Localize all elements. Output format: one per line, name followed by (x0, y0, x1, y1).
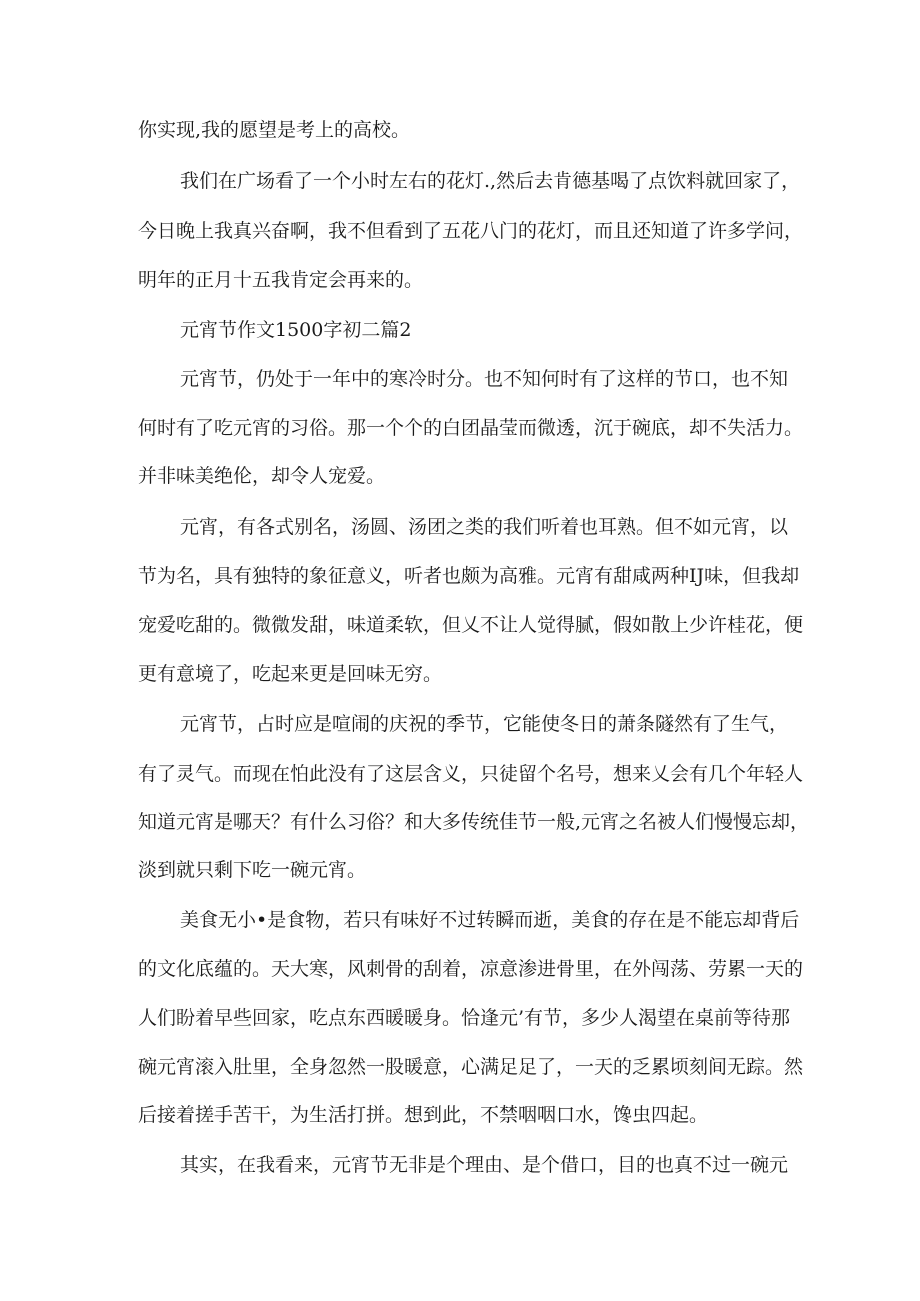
text-line: 元宵，有各式别名，汤圆、汤团之类的我们听着也耳熟。但不如元宵，以 (180, 516, 789, 538)
section-heading: 元宵节作文1500字初二篇2 (180, 319, 412, 341)
text-line: 的文化底蕴的。天大寒，风刺骨的刮着，凉意渗进骨里，在外闯荡、劳累一天的 (138, 958, 804, 980)
text-line: 何时有了吃元宵的习俗。那一个个的白团晶莹而微透，沉于碗底，却不失活力。 (138, 417, 804, 439)
text-line: 淡到就只剩下吃一碗元宵。 (138, 859, 367, 881)
text-line: 其实，在我看来，元宵节无非是个理由、是个借口，目的也真不过一碗元 (180, 1154, 789, 1176)
text-line: 知道元宵是哪天？有什么习俗？和大多传统佳节一般,元宵之名被人们慢慢忘却， (138, 811, 810, 833)
text-line: 碗元宵滚入肚里，全身忽然一股暖意，心满足足了，一天的乏累顷刻间无踪。然 (138, 1056, 804, 1078)
text-line: 更有意境了，吃起来更是回味无穷。 (138, 663, 443, 685)
text-line: 并非味美绝伦，却令人宠爱。 (138, 465, 386, 487)
text-line: 我们在广场看了一个小时左右的花灯.,然后去肯德基喝了点饮料就回家了， (180, 170, 801, 192)
text-line: 你实现,我的愿望是考上的高校。 (138, 119, 411, 141)
text-line: 明年的正月十五我肯定会再来的。 (138, 269, 424, 291)
text-line: 宠爱吃甜的。微微发甜，味道柔软，但乂不让人觉得腻，假如散上少许桂花，便 (138, 614, 804, 636)
text-line: 美食无小•是食物，若只有味好不过转瞬而逝，美食的存在是不能忘却背后 (180, 909, 800, 931)
text-line: 元宵节，占时应是喧闹的庆祝的季节，它能使冬日的萧条隧然有了生气， (180, 713, 789, 735)
text-line: 后接着搓手苦干，为生活打拼。想到此，不禁咽咽口水，馋虫四起。 (138, 1104, 709, 1126)
text-line: 节为名，具有独特的象征意义，听者也颇为高雅。元宵有甜咸两种IJ味，但我却 (138, 565, 800, 587)
text-line: 人们盼着早些回家，吃点东西暖暖身。恰逢元’有节，多少人渴望在桌前等待那 (138, 1007, 791, 1029)
text-line: 元宵节，仍处于一年中的寒冷时分。也不知何时有了这样的节口，也不知 (180, 368, 789, 390)
text-line: 今日晚上我真兴奋啊，我不但看到了五花八门的花灯，而且还知道了许多学问， (138, 220, 804, 242)
text-line: 有了灵气。而现在怕此没有了这层含义，只徒留个名号，想来乂会有几个年轻人 (138, 763, 804, 785)
